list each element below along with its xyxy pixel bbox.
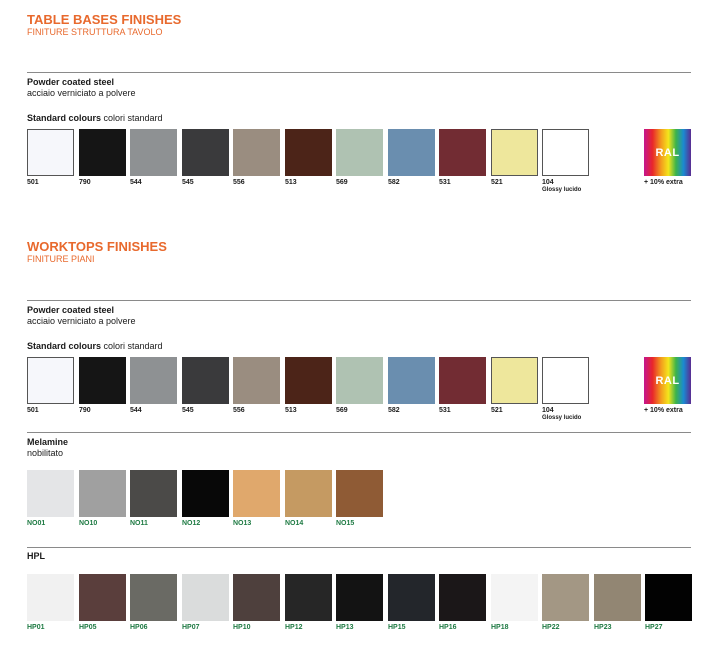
swatch-code: 513 (285, 407, 297, 414)
swatch-code: 531 (439, 407, 451, 414)
swatch-556[interactable] (233, 129, 280, 176)
divider (27, 547, 691, 548)
section-title: TABLE BASES FINISHES (27, 12, 182, 27)
hpl-title: HPL (27, 551, 45, 561)
swatch-code: 521 (491, 407, 503, 414)
swatch-513[interactable] (285, 357, 332, 404)
section-title: WORKTOPS FINISHES (27, 239, 167, 254)
swatch-544[interactable] (130, 357, 177, 404)
standard-colours-label (27, 113, 163, 124)
swatch-code: HP06 (130, 624, 148, 631)
std-label: Standard colours (27, 113, 102, 123)
swatch-code: NO13 (233, 520, 252, 527)
swatch-582[interactable] (388, 357, 435, 404)
ral-swatch[interactable] (644, 357, 691, 404)
steel-title: Powder coated steel (27, 305, 115, 315)
swatch-545[interactable] (182, 357, 229, 404)
swatch-569[interactable] (336, 129, 383, 176)
swatch-hp06[interactable] (130, 574, 177, 621)
swatch-code: HP16 (439, 624, 457, 631)
swatch-code: 501 (27, 407, 39, 414)
swatch-hp10[interactable] (233, 574, 280, 621)
swatch-545[interactable] (182, 129, 229, 176)
swatch-code: 556 (233, 407, 245, 414)
swatch-code: HP05 (79, 624, 97, 631)
swatch-104[interactable] (542, 129, 589, 176)
swatch-hp01[interactable] (27, 574, 74, 621)
swatch-code: HP23 (594, 624, 612, 631)
ral-code: + 10% extra (644, 407, 683, 414)
swatch-subtext: Glossy lucido (542, 187, 582, 193)
standard-colours-label (27, 341, 163, 352)
swatch-code: 521 (491, 179, 503, 186)
swatch-code: HP10 (233, 624, 251, 631)
swatch-code: 582 (388, 179, 400, 186)
swatch-code: NO11 (130, 520, 148, 527)
swatch-code: 531 (439, 179, 451, 186)
swatch-hp22[interactable] (542, 574, 589, 621)
steel-label (27, 77, 136, 99)
swatch-code: HP12 (285, 624, 303, 631)
swatch-no15[interactable] (336, 470, 383, 517)
swatch-code: 545 (182, 179, 194, 186)
swatch-531[interactable] (439, 357, 486, 404)
swatch-501[interactable] (27, 129, 74, 176)
steel-subtitle: acciaio verniciato a polvere (27, 316, 136, 326)
swatch-hp15[interactable] (388, 574, 435, 621)
swatch-501[interactable] (27, 357, 74, 404)
swatch-582[interactable] (388, 129, 435, 176)
swatch-code: 544 (130, 407, 142, 414)
steel-label (27, 305, 136, 327)
swatch-790[interactable] (79, 129, 126, 176)
swatch-code: HP22 (542, 624, 560, 631)
std-label-it: colori standard (103, 341, 163, 351)
steel-title: Powder coated steel (27, 77, 115, 87)
melamine-title: Melamine (27, 437, 69, 447)
section-subtitle: FINITURE STRUTTURA TAVOLO (27, 27, 163, 37)
swatch-hp16[interactable] (439, 574, 486, 621)
swatch-hp27[interactable] (645, 574, 692, 621)
swatch-code: 790 (79, 179, 91, 186)
swatch-531[interactable] (439, 129, 486, 176)
swatch-code: HP18 (491, 624, 509, 631)
swatch-hp13[interactable] (336, 574, 383, 621)
swatch-hp07[interactable] (182, 574, 229, 621)
swatch-code: 501 (27, 179, 39, 186)
swatch-code: 544 (130, 179, 142, 186)
swatch-code: NO12 (182, 520, 201, 527)
swatch-no14[interactable] (285, 470, 332, 517)
swatch-521[interactable] (491, 129, 538, 176)
swatch-code: HP01 (27, 624, 45, 631)
swatch-544[interactable] (130, 129, 177, 176)
swatch-790[interactable] (79, 357, 126, 404)
swatch-569[interactable] (336, 357, 383, 404)
swatch-code: 104 (542, 407, 554, 414)
swatch-hp23[interactable] (594, 574, 641, 621)
swatch-code: 513 (285, 179, 297, 186)
swatch-no10[interactable] (79, 470, 126, 517)
swatch-code: HP13 (336, 624, 354, 631)
swatch-code: 569 (336, 407, 348, 414)
swatch-code: NO01 (27, 520, 46, 527)
swatch-code: HP27 (645, 624, 663, 631)
swatch-513[interactable] (285, 129, 332, 176)
swatch-code: 582 (388, 407, 400, 414)
swatch-code: NO15 (336, 520, 355, 527)
swatch-104[interactable] (542, 357, 589, 404)
ral-label: RAL (655, 374, 680, 387)
swatch-521[interactable] (491, 357, 538, 404)
swatch-hp18[interactable] (491, 574, 538, 621)
melamine-label (27, 437, 68, 459)
melamine-subtitle: nobilitato (27, 448, 64, 458)
swatch-no11[interactable] (130, 470, 177, 517)
swatch-code: NO10 (79, 520, 98, 527)
swatch-code: 545 (182, 407, 194, 414)
divider (27, 72, 691, 73)
ral-label: RAL (655, 146, 680, 159)
swatch-code: HP15 (388, 624, 406, 631)
swatch-hp12[interactable] (285, 574, 332, 621)
swatch-subtext: Glossy lucido (542, 415, 582, 421)
swatch-code: 790 (79, 407, 91, 414)
section-heading-worktops (27, 240, 167, 265)
swatch-code: 104 (542, 179, 554, 186)
std-label: Standard colours (27, 341, 102, 351)
hpl-label (27, 551, 45, 562)
section-subtitle: FINITURE PIANI (27, 254, 95, 264)
std-label-it: colori standard (103, 113, 163, 123)
swatch-code: 556 (233, 179, 245, 186)
swatch-code: NO14 (285, 520, 304, 527)
swatch-no13[interactable] (233, 470, 280, 517)
section-heading-table-bases (27, 13, 181, 38)
swatch-no01[interactable] (27, 470, 74, 517)
ral-code: + 10% extra (644, 179, 683, 186)
swatch-556[interactable] (233, 357, 280, 404)
swatch-no12[interactable] (182, 470, 229, 517)
swatch-hp05[interactable] (79, 574, 126, 621)
steel-subtitle: acciaio verniciato a polvere (27, 88, 136, 98)
divider (27, 432, 691, 433)
divider (27, 300, 691, 301)
swatch-code: HP07 (182, 624, 200, 631)
ral-swatch[interactable] (644, 129, 691, 176)
swatch-code: 569 (336, 179, 348, 186)
